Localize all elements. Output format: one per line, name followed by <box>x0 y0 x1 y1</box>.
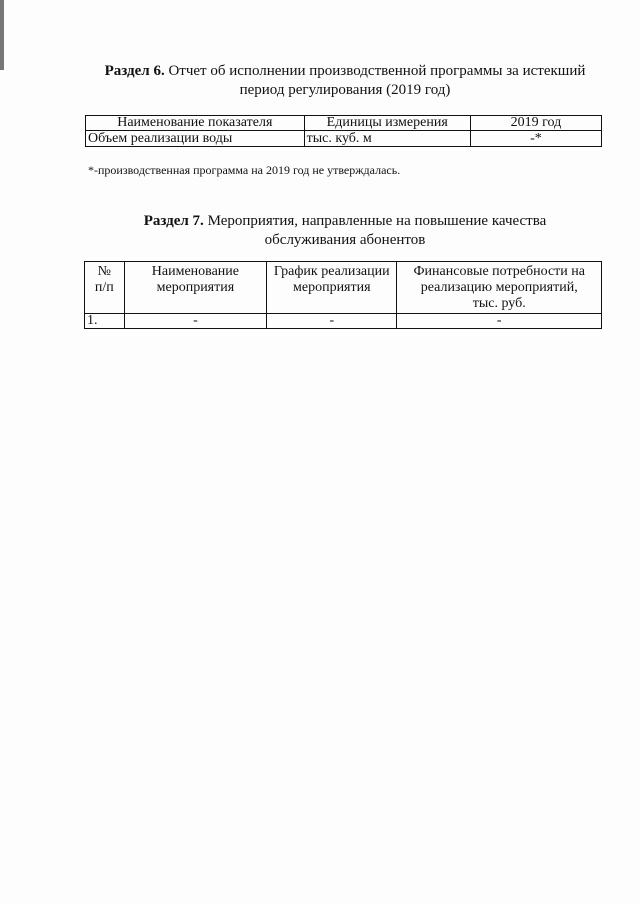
header-units: Единицы измерения <box>304 116 470 131</box>
section6-label: Раздел 6. <box>104 63 165 79</box>
header-indicator-name: Наименование показателя <box>86 116 305 131</box>
header-measure-name-line1: Наименование <box>151 264 240 279</box>
header-number-line1: № <box>97 264 112 279</box>
section6-table <box>85 115 602 147</box>
header-measure-name <box>124 262 266 314</box>
cell-indicator: Объем реализации воды <box>86 131 305 147</box>
cell-financial-needs: - <box>397 314 602 329</box>
section7-title <box>100 212 590 250</box>
header-measure-name-line2: мероприятия <box>156 280 235 295</box>
cell-measure-name: - <box>124 314 266 329</box>
header-financial-line2: реализацию мероприятий, <box>420 280 578 295</box>
header-financial-line1: Финансовые потребности на <box>413 264 585 279</box>
table-row <box>85 314 602 329</box>
header-financial-needs <box>397 262 602 314</box>
cell-value: -* <box>470 131 601 147</box>
header-schedule <box>267 262 397 314</box>
section7-label: Раздел 7. <box>143 213 204 229</box>
header-schedule-line2: мероприятия <box>293 280 371 295</box>
table-row <box>86 131 602 147</box>
scan-edge-mark <box>0 0 4 70</box>
header-schedule-line1: График реализации <box>273 264 390 279</box>
section7-title-line2: обслуживания абонентов <box>264 232 426 248</box>
header-number <box>85 262 125 314</box>
header-year: 2019 год <box>470 116 601 131</box>
table-header-row <box>86 116 602 131</box>
section7-title-line1: Мероприятия, направленные на повышение качества <box>207 213 547 229</box>
section6-footnote: *-производственная программа на 2019 год не утверждалась. <box>88 163 401 177</box>
section6-title-line2: период регулирования (2019 год) <box>239 82 451 98</box>
cell-schedule: - <box>267 314 397 329</box>
section7-table <box>84 261 602 329</box>
section6-title-line1: Отчет об исполнении производственной программы за истекший <box>168 63 586 79</box>
header-financial-line3: тыс. руб. <box>472 296 526 311</box>
table-header-row <box>85 262 602 314</box>
cell-number: 1. <box>85 314 125 329</box>
cell-units: тыс. куб. м <box>304 131 470 147</box>
header-number-line2: п/п <box>94 280 114 295</box>
section6-title <box>90 62 600 100</box>
